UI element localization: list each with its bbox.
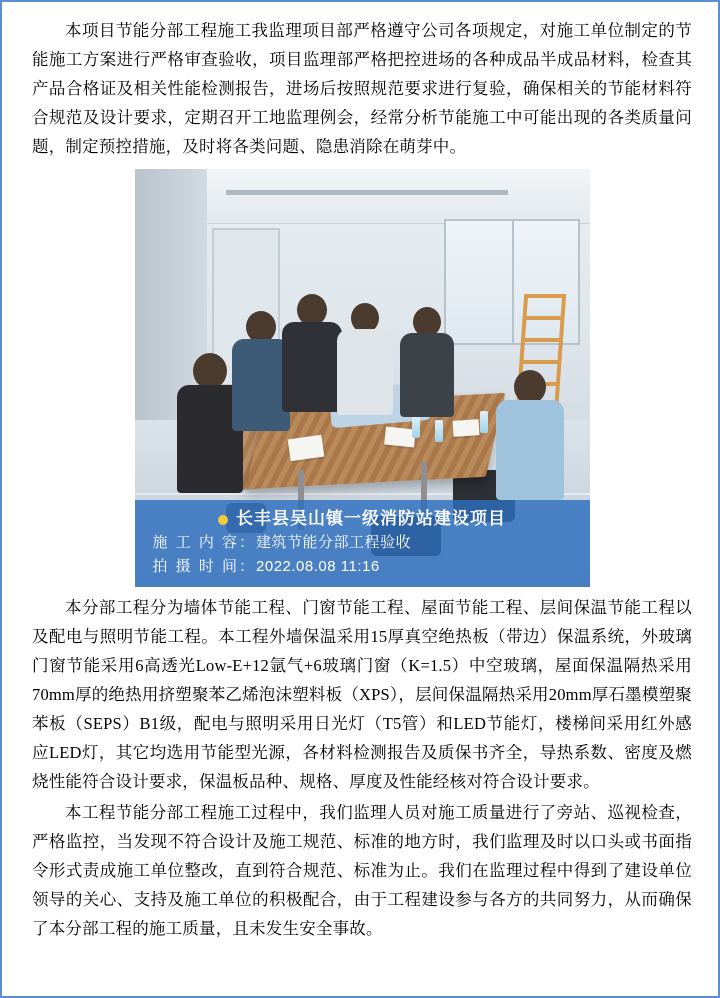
document-on-table — [452, 419, 479, 437]
caption-time-row — [135, 555, 590, 579]
bullet-dot-icon — [218, 515, 228, 525]
paragraph-1: 本项目节能分部工程施工我监理项目部严格遵守公司各项规定，对施工单位制定的节能施工方案进行严格审查验收，项目监理部严格把控进场的各种成品半成品材料，检查其产品合格证及相关性能检测报告，进场后按照规范要求进行复验，确保相关的节能材料符合规范及设计要求，定期召开工地监理例会，经常分析节能施工中可能出现的各类质量问题，制定预控措施，及时将各类问题、隐患消除在萌芽中。 — [32, 21, 692, 156]
water-bottle — [412, 416, 420, 438]
paragraph-3: 本工程节能分部工程施工过程中，我们监理人员对施工质量进行了旁站、巡视检查，严格监控，当发现不符合设计及施工规范、标准的地方时，我们监理及时以口头或书面指令形式责成施工单位整改，直到符合规范、标准为止。我们在监理过程中得到了建设单位领导的关心、支持及施工单位的积极配合，由于工程建设参与各方的共同努力，从而确保了本分部工程的施工质量，且未发生安全事故。 — [32, 803, 692, 938]
water-bottle — [480, 411, 488, 433]
page-content — [2, 2, 718, 955]
caption-title: 长丰县吴山镇一级消防站建设项目 — [236, 509, 506, 528]
caption-time-label: 拍 摄 时 间： — [152, 558, 257, 575]
person-standing-3 — [335, 303, 395, 415]
caption-content-label: 施 工 内 容： — [152, 534, 257, 551]
person-standing-4 — [398, 307, 456, 417]
site-meeting-photo — [135, 169, 590, 587]
photo-caption-overlay — [135, 500, 590, 587]
document-on-table — [288, 434, 325, 461]
caption-time-value: 2022.08.08 11:16 — [256, 558, 380, 575]
caption-content-value: 建筑节能分部工程验收 — [256, 534, 412, 551]
document-on-table — [384, 427, 416, 448]
water-bottle — [435, 420, 443, 442]
caption-content-row — [135, 531, 590, 555]
photo-figure — [32, 169, 692, 587]
caption-title-row — [135, 506, 590, 531]
person-seated-right — [494, 370, 566, 500]
ceiling-beam — [226, 190, 508, 195]
paragraph-2: 本分部工程分为墙体节能工程、门窗节能工程、屋面节能工程、层间保温节能工程以及配电与照明节能工程。本工程外墙保温采用15厚真空绝热板（带边）保温系统，外玻璃门窗节能采用6高透光Low-E+12氩气+6玻璃门窗（K=1.5）中空玻璃，屋面保温隔热采用70mm厚的绝热用挤塑聚苯乙烯泡沫塑料板（XPS），层间保温隔热采用20mm厚石墨模塑聚苯板（SEPS）B1级，配电与照明采用日光灯（T5管）和LED节能灯，楼梯间采用红外感应LED灯，其它均选用节能型光源，各材料检测报告及质保书齐全，导热系数、密度及燃烧性能符合设计要求，保温板品种、规格、厚度及性能经核对符合设计要求。 — [32, 598, 692, 791]
